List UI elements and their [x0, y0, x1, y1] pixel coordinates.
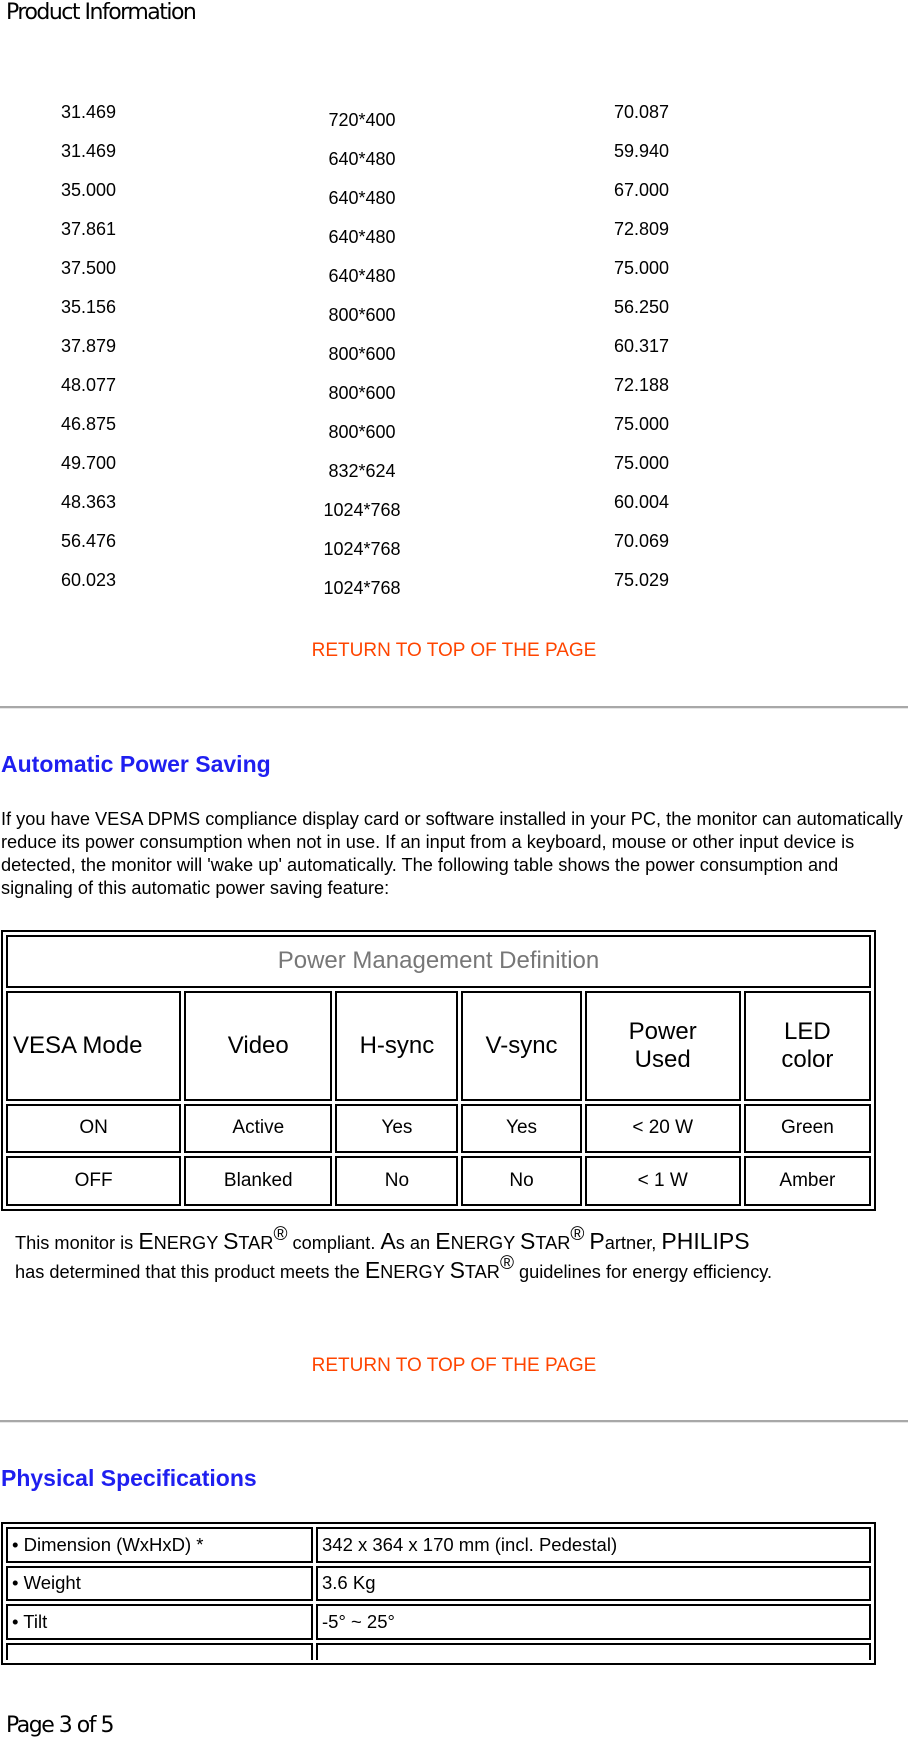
header-led-color: LED color: [744, 991, 871, 1101]
video-cell: Active: [184, 1104, 332, 1154]
physical-specs-table: [1, 1522, 876, 1665]
table-row: [6, 1156, 871, 1206]
header-power-used: Power Used: [585, 991, 741, 1101]
v-freq-cell: 67.000: [614, 180, 670, 200]
h-freq-cell: 37.500: [61, 258, 117, 278]
h-freq-cell: 31.469: [61, 102, 117, 122]
hsync-cell: No: [335, 1156, 458, 1206]
hsync-cell: Yes: [335, 1104, 458, 1154]
table-row: [6, 1604, 871, 1640]
header-vsync: V-sync: [461, 991, 581, 1101]
timing-list: [0, 94, 908, 601]
energy-star-statement: This monitor is ENERGY STAR® compliant. As an ENERGY STAR® Partner, PHILIPS has determined that this product meets the ENERGY STAR® guidelines for energy efficiency.: [15, 1224, 773, 1283]
vsync-cell: No: [461, 1156, 581, 1206]
timing-row: 31.469 720*400 70.087: [61, 102, 670, 130]
timing-row: 56.476 1024*768 70.069: [61, 531, 670, 559]
spec-value: 342 x 364 x 170 mm (incl. Pedestal): [316, 1527, 871, 1563]
power-management-table: [1, 930, 876, 1211]
vsync-cell: Yes: [461, 1104, 581, 1154]
led-cell: Amber: [744, 1156, 871, 1206]
h-freq-cell: 60.023: [61, 570, 117, 590]
spec-value: -5° ~ 25°: [316, 1604, 871, 1640]
section-divider: [0, 1420, 908, 1423]
table-row: [6, 1566, 871, 1602]
h-freq-cell: 35.000: [61, 180, 117, 200]
timing-row: 35.156 800*600 56.250: [61, 297, 670, 325]
spec-value: 3.6 Kg: [316, 1566, 871, 1602]
table-row: [6, 1643, 871, 1660]
v-freq-cell: 60.317: [614, 336, 670, 356]
timing-row: 35.000 640*480 67.000: [61, 180, 670, 208]
v-freq-cell: 75.000: [614, 414, 670, 434]
timing-row: 31.469 640*480 59.940: [61, 141, 670, 169]
timing-row: 49.700 832*624 75.000: [61, 453, 670, 481]
v-freq-cell: 75.029: [614, 570, 670, 590]
timing-row: 60.023 1024*768 75.029: [61, 570, 670, 598]
h-freq-cell: 49.700: [61, 453, 117, 473]
spec-label: • Weight: [6, 1566, 313, 1602]
timing-row: 37.861 640*480 72.809: [61, 219, 670, 247]
mode-cell: OFF: [6, 1156, 181, 1206]
v-freq-cell: 72.188: [614, 375, 670, 395]
return-to-top-link[interactable]: RETURN TO TOP OF THE PAGE: [311, 640, 597, 661]
table-row: [6, 1527, 871, 1563]
spec-label: [6, 1643, 313, 1660]
v-freq-cell: 56.250: [614, 297, 670, 317]
timing-row: 48.363 1024*768 60.004: [61, 492, 670, 520]
h-freq-cell: 37.879: [61, 336, 117, 356]
spec-label: • Dimension (WxHxD) *: [6, 1527, 313, 1563]
timing-row: 48.077 800*600 72.188: [61, 375, 670, 403]
h-freq-cell: 56.476: [61, 531, 117, 551]
h-freq-cell: 46.875: [61, 414, 117, 434]
timing-row: 37.879 800*600 60.317: [61, 336, 670, 364]
v-freq-cell: 70.069: [614, 531, 670, 551]
power-cell: < 20 W: [585, 1104, 741, 1154]
h-freq-cell: 31.469: [61, 141, 117, 161]
header-vesa-mode: VESA Mode: [6, 991, 181, 1101]
v-freq-cell: 75.000: [614, 258, 670, 278]
header-hsync: H-sync: [335, 991, 458, 1101]
h-freq-cell: 35.156: [61, 297, 117, 317]
header-video: Video: [184, 991, 332, 1101]
h-freq-cell: 37.861: [61, 219, 117, 239]
v-freq-cell: 70.087: [614, 102, 670, 122]
power-cell: < 1 W: [585, 1156, 741, 1206]
timing-row: 46.875 800*600 75.000: [61, 414, 670, 442]
h-freq-cell: 48.077: [61, 375, 117, 395]
v-freq-cell: 75.000: [614, 453, 670, 473]
v-freq-cell: 60.004: [614, 492, 670, 512]
physical-specs-heading: Physical Specifications: [1, 1465, 257, 1491]
table-caption: Power Management Definition: [6, 935, 871, 988]
section-divider: [0, 706, 908, 709]
page-header-title: Product Information: [6, 0, 196, 25]
power-saving-intro: If you have VESA DPMS compliance display card or software installed in your PC, the monitor can automatically reduce its power consumption when not in use. If an input from a keyboard, mouse or other input device is detected, the monitor will 'wake up' automatically. The following table shows the power consumption and signaling of this automatic power saving feature:: [1, 809, 903, 898]
table-row: [6, 1104, 871, 1154]
timing-row: 37.500 640*480 75.000: [61, 258, 670, 286]
spec-label: • Tilt: [6, 1604, 313, 1640]
v-freq-cell: 72.809: [614, 219, 670, 239]
mode-cell: ON: [6, 1104, 181, 1154]
v-freq-cell: 59.940: [614, 141, 670, 161]
power-saving-heading: Automatic Power Saving: [1, 751, 271, 777]
brand-name: PHILIPS: [661, 1228, 750, 1254]
spec-value: [316, 1643, 871, 1660]
led-cell: Green: [744, 1104, 871, 1154]
video-cell: Blanked: [184, 1156, 332, 1206]
page-footer: Page 3 of 5: [6, 1713, 113, 1738]
h-freq-cell: 48.363: [61, 492, 117, 512]
return-to-top-link[interactable]: RETURN TO TOP OF THE PAGE: [311, 1355, 597, 1376]
